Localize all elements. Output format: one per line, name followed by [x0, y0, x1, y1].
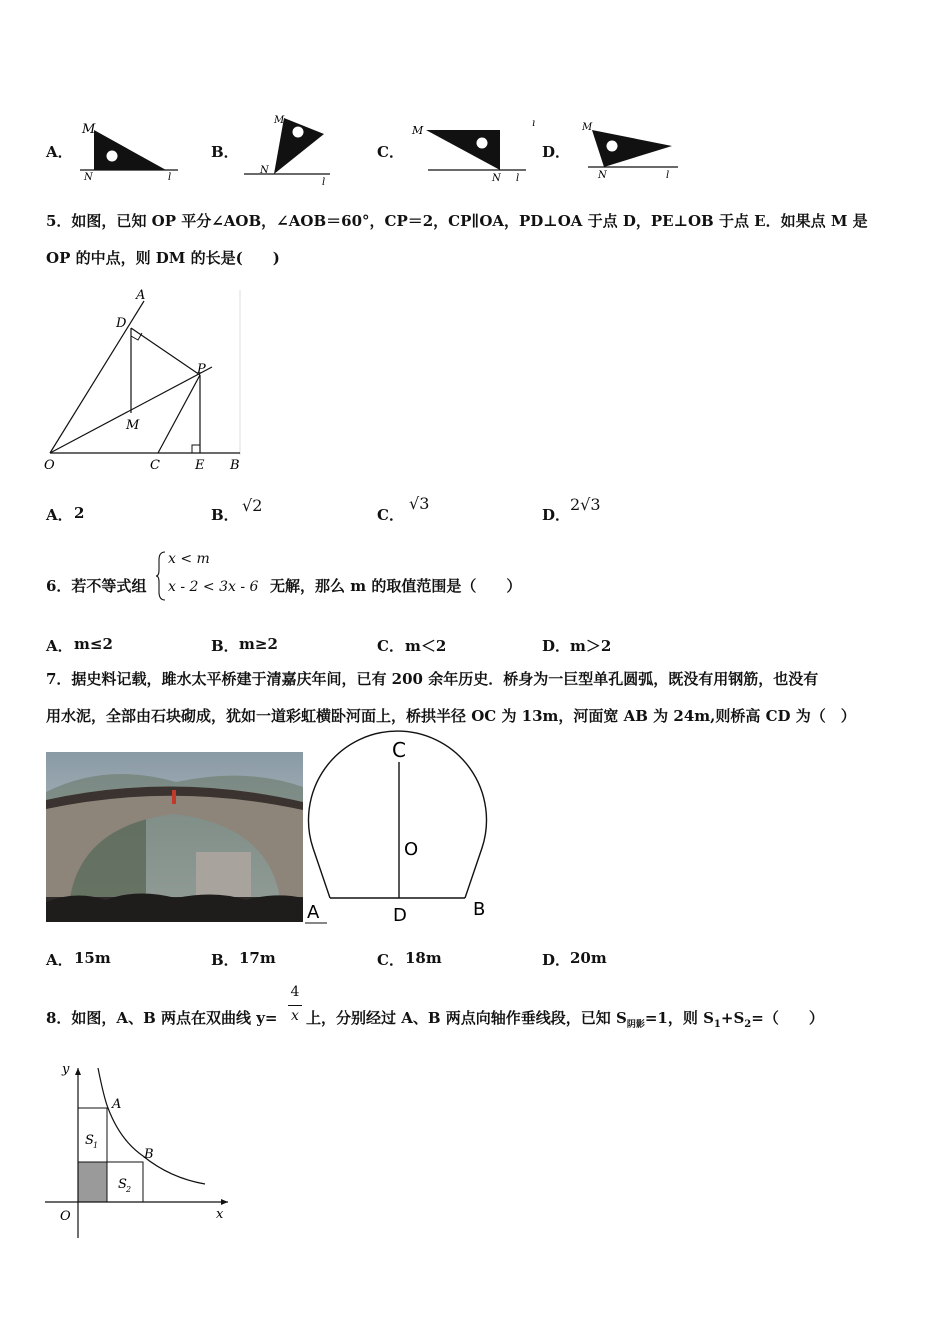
q7-option-d-letter[interactable]: D． — [542, 951, 571, 969]
label-l: l — [322, 177, 326, 188]
q4-option-a-figure — [78, 120, 183, 182]
q5-option-a-value: 2 — [74, 504, 85, 522]
label-l: l — [516, 173, 520, 184]
q5-line2: OP 的中点，则 DM 的长是( ) — [46, 249, 280, 267]
label-n: N — [84, 172, 93, 183]
hole — [293, 127, 304, 138]
q7-option-c-value: 18m — [405, 949, 442, 967]
q6-inequality-1: x < m — [168, 551, 210, 567]
hyperbola — [98, 1068, 205, 1184]
q6-option-c-letter[interactable]: C． — [377, 637, 404, 655]
q4-option-a-letter[interactable]: A． — [46, 143, 73, 161]
q8-text — [306, 1008, 824, 1035]
q5-option-b-letter[interactable]: B． — [211, 506, 239, 524]
q5-option-a-letter[interactable]: A． — [46, 506, 73, 524]
q8-sub2: 2 — [744, 1019, 752, 1030]
q4-option-c-letter[interactable]: C． — [377, 143, 404, 161]
label-o: O — [60, 1209, 71, 1224]
label-o: O — [44, 458, 55, 473]
label-n: N — [492, 173, 501, 184]
q4-option-d-figure — [578, 116, 683, 184]
label-m: M — [582, 122, 593, 133]
label-a: A — [307, 902, 320, 923]
q6-inequality-2: x - 2 < 3x - 6 — [168, 579, 259, 595]
label-p: P — [197, 362, 206, 377]
label-s1-sub: 1 — [93, 1141, 99, 1150]
bridge-photo-drawing — [46, 752, 303, 922]
q7-line2: 用水泥，全部由石块砌成，犹如一道彩虹横卧河面上，桥拱半径 OC 为 13m，河面宽 AB 为 24m,则桥高 CD 为（ ） — [46, 707, 856, 725]
set-square — [94, 130, 166, 170]
q6-option-c-value: m＜2 — [405, 637, 447, 655]
q8-sub1: 1 — [713, 1019, 721, 1030]
label-l: l — [666, 170, 670, 181]
q7-option-a-letter[interactable]: A． — [46, 951, 73, 969]
q7-figure — [305, 735, 495, 925]
label-n: N — [260, 165, 269, 176]
shaded-region — [78, 1162, 107, 1202]
label-e: E — [195, 458, 205, 473]
q8-fraction-denominator: x — [291, 1008, 299, 1024]
label-a: A — [112, 1097, 122, 1112]
q5-option-c-value: √3 — [409, 494, 430, 513]
label-s1: S — [85, 1133, 94, 1148]
label-n: N — [598, 170, 607, 181]
q5-line1: 5．如图，已知 OP 平分∠AOB，∠AOB＝60°，CP＝2，CP∥OA，PD⊥OA 于点 D，PE⊥OB 于点 E．如果点 M 是 — [46, 212, 868, 230]
label-d: D — [393, 905, 407, 926]
q6-option-b-value: m≥2 — [239, 635, 278, 653]
q8-figure — [40, 1060, 240, 1245]
q4-option-b-letter[interactable]: B． — [211, 143, 239, 161]
q5-option-c-letter[interactable]: C． — [377, 506, 404, 524]
hole — [477, 138, 488, 149]
q5-figure — [40, 285, 250, 475]
label-s2: S — [118, 1177, 127, 1192]
q8-fraction-numerator: 4 — [290, 984, 300, 1000]
q6-option-d-value: m＞2 — [570, 637, 612, 655]
set-square — [592, 130, 672, 167]
q7-line1: 7．据史料记载，雎水太平桥建于清嘉庆年间，已有 200 余年历史．桥身为一巨型单孔圆弧，既没有用钢筋，也没有 — [46, 670, 819, 688]
label-b: B — [230, 458, 240, 473]
segment-cp — [158, 375, 200, 453]
q4-option-d-letter[interactable]: D． — [542, 143, 571, 161]
q7-option-c-letter[interactable]: C． — [377, 951, 404, 969]
bridge-photo — [46, 752, 303, 922]
label-y: y — [62, 1062, 70, 1077]
q6-option-d-letter[interactable]: D． — [542, 637, 571, 655]
q7-option-a-value: 15m — [74, 949, 111, 967]
label-l: l — [168, 172, 172, 183]
q6-option-b-letter[interactable]: B． — [211, 637, 239, 655]
q6-suffix: 无解，那么 m 的取值范围是（ ） — [270, 577, 522, 595]
label-x: x — [216, 1207, 224, 1222]
right-angle-e — [192, 445, 200, 453]
label-a: A — [136, 288, 146, 303]
label-b: B — [144, 1147, 154, 1162]
set-square — [274, 118, 324, 174]
label-l-top: ı — [532, 118, 536, 129]
hole — [607, 141, 618, 152]
q6-option-a-value: m≤2 — [74, 635, 113, 653]
q8-plus: +S — [720, 1009, 745, 1027]
q4-option-b-figure — [240, 112, 335, 187]
label-d: D — [116, 316, 127, 331]
label-m: M — [274, 115, 285, 126]
q7-option-b-letter[interactable]: B． — [211, 951, 239, 969]
label-b: B — [473, 899, 486, 920]
label-c: C — [392, 738, 406, 762]
label-m: M — [82, 122, 96, 137]
label-m: M — [412, 124, 424, 137]
q8-after-shade: =1，则 S — [644, 1009, 714, 1027]
q8-prefix: 8．如图，A、B 两点在双曲线 y= — [46, 1009, 278, 1027]
q7-option-d-value: 20m — [570, 949, 607, 967]
label-o: O — [404, 839, 419, 860]
q4-option-c-figure — [408, 114, 543, 186]
hole — [107, 151, 118, 162]
q8-end: =（ ） — [751, 1009, 824, 1027]
label-m: M — [126, 418, 140, 433]
set-square — [426, 130, 500, 170]
q6-brace — [155, 550, 167, 602]
q5-option-d-value: 2√3 — [570, 495, 601, 514]
label-s2-sub: 2 — [126, 1185, 132, 1194]
q7-option-b-value: 17m — [239, 949, 276, 967]
q5-option-b-value: √2 — [242, 496, 263, 515]
q8-shade-subscript: 阴影 — [626, 1020, 645, 1030]
label-c: C — [150, 458, 160, 473]
q6-prefix: 6．若不等式组 — [46, 577, 147, 595]
q5-option-d-letter[interactable]: D． — [542, 506, 571, 524]
q8-fraction-bar — [288, 1005, 302, 1006]
q8-middle: 上，分别经过 A、B 两点向轴作垂线段，已知 S — [306, 1009, 627, 1027]
q6-option-a-letter[interactable]: A． — [46, 637, 73, 655]
